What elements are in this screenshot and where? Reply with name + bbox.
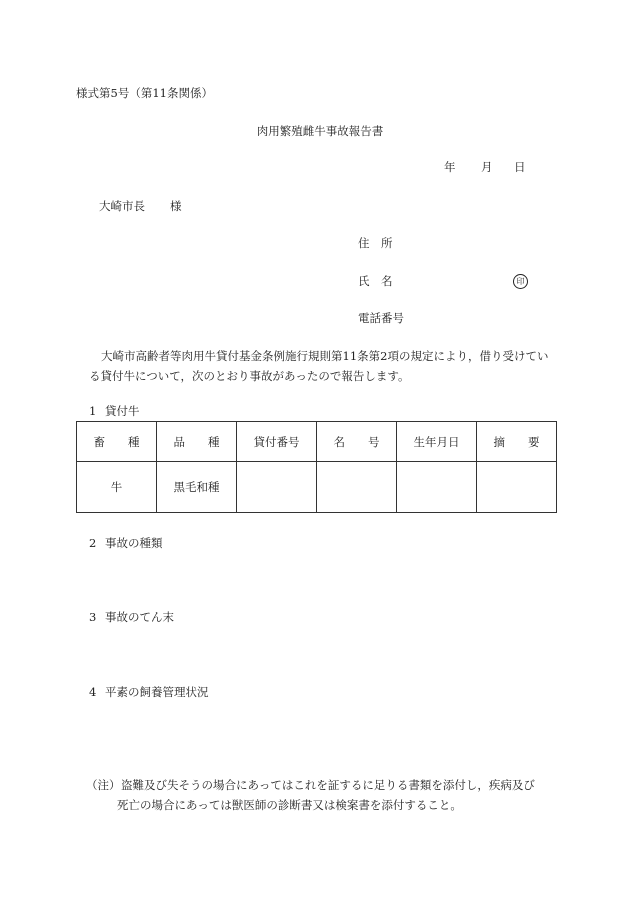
- table-row: [77, 462, 557, 513]
- note-line-1: 盗難及び失そうの場合にあってはこれを証するに足りる書類を添付し，疾病及び: [121, 778, 535, 792]
- cell-breed: 黒毛和種: [157, 462, 237, 513]
- header-birth-date: 生年月日: [397, 422, 477, 462]
- table-header-row: [77, 422, 557, 462]
- loaned-cattle-table: [76, 421, 557, 513]
- header-breed: 品 種: [157, 422, 237, 462]
- date-day-label: 日: [514, 160, 526, 174]
- section-3-label: 事故のてん末: [105, 610, 174, 624]
- section-3-number: 3: [89, 610, 97, 624]
- cell-loan-number: [237, 462, 317, 513]
- addressee-honorific: 様: [170, 199, 182, 213]
- section-4-label: 平素の飼養管理状況: [105, 685, 209, 699]
- phone-label: 電話番号: [358, 311, 404, 325]
- header-loan-number: 貸付番号: [237, 422, 317, 462]
- cell-registered-name: [317, 462, 397, 513]
- header-registered-name: 名 号: [317, 422, 397, 462]
- form-number: 様式第5号（第11条関係）: [76, 86, 213, 100]
- body-text-line-1: 大崎市高齢者等肉用牛貸付基金条例施行規則第11条第2項の規定により，借り受けてい: [101, 349, 549, 363]
- seal-mark: 印: [513, 274, 528, 289]
- document-title: 肉用繁殖雌牛事故報告書: [256, 124, 384, 138]
- cell-remarks: [477, 462, 557, 513]
- header-livestock-type: 畜 種: [77, 422, 157, 462]
- section-2-number: 2: [89, 536, 97, 550]
- header-remarks: 摘 要: [477, 422, 557, 462]
- section-1-label: 貸付牛: [105, 404, 140, 418]
- note-line-2: 死亡の場合にあっては獣医師の診断書又は検案書を添付すること。: [117, 798, 462, 812]
- date-month-label: 月: [481, 160, 493, 174]
- body-text-line-2: る貸付牛について，次のとおり事故があったので報告します。: [89, 369, 410, 383]
- section-2-label: 事故の種類: [105, 536, 163, 550]
- addressee-name: 大崎市長: [99, 199, 145, 213]
- date-year-label: 年: [444, 160, 456, 174]
- section-1-number: 1: [89, 404, 97, 418]
- name-label: 氏 名: [358, 274, 393, 288]
- section-4-number: 4: [89, 685, 97, 699]
- cell-birth-date: [397, 462, 477, 513]
- cell-livestock-type: 牛: [77, 462, 157, 513]
- note-label: （注）: [86, 778, 121, 792]
- address-label: 住 所: [358, 236, 393, 250]
